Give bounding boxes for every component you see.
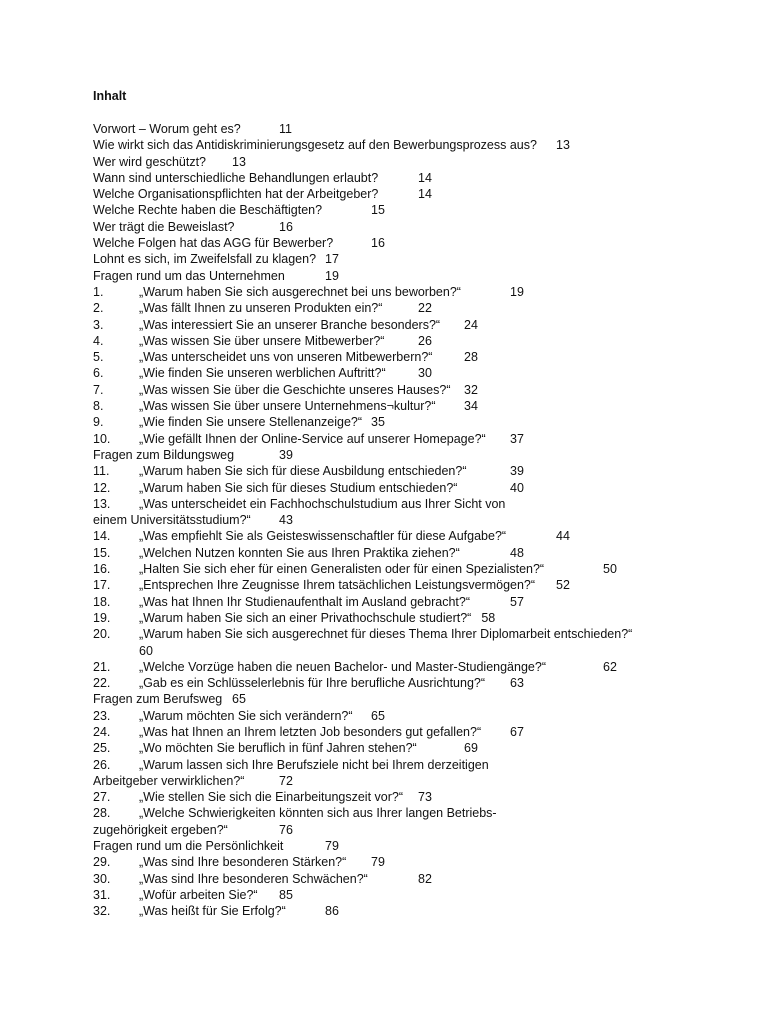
toc-entry-title: „Warum lassen sich Ihre Berufsziele nicht bei Ihrem derzeitigen [139,757,489,772]
toc-entry-title: „Was wissen Sie über die Geschichte unseres Hauses?“ [139,382,451,397]
toc-entry [93,871,753,887]
toc-entry-title: 60 [139,643,153,658]
toc-entry-title: „Was empfiehlt Sie als Geisteswissenschaftler für diese Aufgabe?“ [139,529,507,544]
toc-entry [93,414,753,430]
toc-entry-title: „Warum haben Sie sich ausgerechnet bei uns beworben?“ [139,284,461,299]
toc-entry [93,887,753,903]
toc-entry [93,251,753,267]
toc-entry-page: 11 [279,122,292,136]
toc-entry-title: „Was wissen Sie über unsere Unternehmens¬kultur?“ [139,399,436,414]
toc-entry-page: 44 [556,529,570,544]
toc-entry-title: Fragen zum Bildungsweg [93,447,235,462]
toc-entry-number: 11. [93,464,110,479]
toc-entry-title: „Was unterscheidet uns von unseren Mitbewerbern?“ [139,350,433,365]
toc-entry-page: 30 [418,366,432,381]
toc-entry [93,365,753,381]
toc-entry [93,170,753,186]
toc-entry-number: 8. [93,399,104,414]
toc-entry [93,577,753,593]
toc-entry [93,708,753,724]
toc-entry-number: 9. [93,415,104,430]
toc-entry [93,773,753,789]
toc-entry-page: 26 [418,333,432,348]
toc-entry-title: Wie wirkt sich das Antidiskriminierungsgesetz auf den Bewerbungsprozess aus? [93,138,537,153]
toc-entry-title: „Wie stellen Sie sich die Einarbeitungszeit vor?“ [139,790,404,805]
toc-entry [93,480,753,496]
toc-entry-number: 15. [93,545,111,560]
toc-entry-number: 25. [93,741,111,756]
toc-entry [93,202,753,218]
toc-entry-title: „Welche Schwierigkeiten könnten sich aus Ihrer langen Betriebs- [139,806,497,821]
toc-entry-page: 63 [510,676,524,691]
toc-entry-page: 17 [325,252,339,267]
toc-entry-number: 28. [93,806,111,821]
toc-entry-page: 13 [556,138,570,153]
toc-entry-page: 62 [603,659,617,674]
toc-entry-number: 6. [93,366,104,381]
toc-entry [93,805,753,821]
toc-entry-title: „Was wissen Sie über unsere Mitbewerber?“ [139,333,385,348]
toc-entry [93,691,753,707]
toc-entry-number: 23. [93,708,111,723]
toc-entry [93,349,753,365]
toc-entry-title: „Wofür arbeiten Sie?“ [139,887,258,902]
toc-entry-page: 65 [371,708,385,723]
toc-entry-page: 76 [279,822,293,837]
toc-entry-title: „Warum haben Sie sich für dieses Studium entschieden?“ [139,480,458,495]
toc-entry-page: 48 [510,545,524,560]
toc-entry-number: 32. [93,904,111,919]
toc-entry [93,431,753,447]
toc-entry-page: 15 [371,203,385,218]
toc-entry-page: 13 [232,154,246,169]
toc-entry-number: 27. [93,790,111,805]
toc-entry [93,398,753,414]
toc-entry-title: „Entsprechen Ihre Zeugnisse Ihrem tatsächlichen Leistungsvermögen?“ [139,578,536,593]
toc-entry-title: einem Universitätsstudium?“ [93,513,251,528]
toc-entry-page: 58 [481,610,496,625]
toc-entry-number: 5. [93,350,104,365]
toc-entry [93,545,753,561]
toc-entry-number: 22. [93,676,111,691]
toc-entry-page: 82 [418,871,432,886]
toc-entry-page: 28 [464,350,478,365]
toc-entry-page: 14 [418,170,432,185]
toc-entry-number: 18. [93,594,111,609]
toc-entry [93,447,753,463]
toc-entry-page: 79 [325,839,339,854]
toc-entry-title: „Was unterscheidet ein Fachhochschulstudium aus Ihrer Sicht von [139,496,506,511]
toc-entry-title: „Wie finden Sie unseren werblichen Auftritt?“ [139,366,386,381]
toc-entry-page: 57 [510,594,524,609]
toc-entry [93,463,753,479]
toc-entry [93,512,753,528]
toc-entry-page: 67 [510,724,524,739]
toc-entry [93,528,753,544]
toc-entry [93,382,753,398]
toc-entry-title: „Wo möchten Sie beruflich in fünf Jahren stehen?“ [139,741,417,756]
toc-entry-number: 29. [93,855,111,870]
toc-entry-page: 72 [279,773,293,788]
toc-entry-title: „Was hat Ihnen an Ihrem letzten Job besonders gut gefallen?“ [139,724,482,739]
toc-entry-page: 39 [279,447,293,462]
toc-entry-page: 69 [464,741,478,756]
toc-entry-title: Wer wird geschützt? [93,154,207,169]
toc-entry-title: Welche Rechte haben die Beschäftigten? [93,203,323,218]
toc-entry [93,903,753,919]
toc-entry-title: Fragen rund um das Unternehmen [93,268,285,283]
toc-entry-number: 19. [93,610,111,625]
toc-entry-title: „Warum haben Sie sich an einer Privathochschule studiert?“ [139,610,472,625]
toc-entry [93,496,753,512]
toc-entry-page: 24 [464,317,478,332]
toc-entry-title: Vorwort – Worum geht es? [93,122,241,136]
toc-entry-number: 3. [93,317,104,332]
toc-entry [93,235,753,251]
toc-entry-number: 17. [93,578,111,593]
toc-entry-number: 30. [93,871,111,886]
toc-entry [93,121,753,137]
toc-entry-page: 37 [510,431,524,446]
toc-entry-page: 14 [418,187,432,202]
toc-entry-page: 65 [232,692,246,707]
toc-entry-number: 10. [93,431,111,446]
toc-entry [93,724,753,740]
toc-entry [93,838,753,854]
toc-entry-page: 86 [325,904,339,919]
toc-entry-title: zugehörigkeit ergeben?“ [93,822,228,837]
toc-entry [93,594,753,610]
toc-entry-title: Welche Organisationspflichten hat der Arbeitgeber? [93,187,379,202]
toc-entry-title: Fragen zum Berufsweg [93,692,223,707]
toc-entry-page: 52 [556,578,570,593]
toc-entry [93,757,753,773]
toc-entry [93,561,753,577]
toc-entry-number: 13. [93,496,111,511]
toc-entry-number: 31. [93,887,111,902]
toc-entry-page: 34 [464,399,478,414]
toc-entry-number: 2. [93,301,104,316]
toc-entry [93,675,753,691]
toc-entry [93,317,753,333]
toc-entry-title: „Was sind Ihre besonderen Schwächen?“ [139,871,368,886]
toc-entry [93,789,753,805]
toc-entry-title: Lohnt es sich, im Zweifelsfall zu klagen? [93,252,317,267]
toc-entry [93,643,753,659]
toc-entry-title: Arbeitgeber verwirklichen?“ [93,773,245,788]
toc-entry [93,822,753,838]
toc-entry-number: 21. [93,659,111,674]
toc-entry [93,333,753,349]
toc-entry-title: „Welche Vorzüge haben die neuen Bachelor- und Master-Studiengänge?“ [139,659,546,674]
toc-entry-page: 19 [325,268,339,283]
toc-entry-page: 32 [464,382,478,397]
toc-entry-title: „Wie gefällt Ihnen der Online-Service auf unserer Homepage?“ [139,431,486,446]
toc-entry-title: „Wie finden Sie unsere Stellenanzeige?“ [139,415,363,430]
table-of-contents [93,121,753,920]
toc-entry-page: 19 [510,284,524,299]
toc-entry-title: „Was hat Ihnen Ihr Studienaufenthalt im Ausland gebracht?“ [139,594,470,609]
toc-entry-number: 4. [93,333,104,348]
toc-entry-title: „Gab es ein Schlüsselerlebnis für Ihre berufliche Ausrichtung?“ [139,676,486,691]
toc-entry-title: „Welchen Nutzen konnten Sie aus Ihren Praktika ziehen?“ [139,545,460,560]
toc-entry [93,610,753,626]
toc-entry-number: 12. [93,480,111,495]
toc-entry [93,186,753,202]
toc-entry-title: „Halten Sie sich eher für einen Generalisten oder für einen Spezialisten?“ [139,562,545,577]
toc-entry [93,300,753,316]
toc-entry [93,268,753,284]
toc-entry-page: 39 [510,464,524,479]
toc-entry-page: 35 [371,415,385,430]
toc-entry-title: „Was heißt für Sie Erfolg?“ [139,904,286,919]
toc-entry-title: Welche Folgen hat das AGG für Bewerber? [93,236,334,251]
toc-entry-number: 20. [93,627,111,642]
toc-entry-page: 43 [279,513,293,528]
toc-entry-page: 16 [371,236,385,251]
toc-entry-title: „Was sind Ihre besonderen Stärken?“ [139,855,347,870]
toc-entry-number: 26. [93,757,111,772]
toc-entry-title: „Was fällt Ihnen zu unseren Produkten ein?“ [139,301,383,316]
toc-entry [93,659,753,675]
toc-entry-page: 40 [510,480,524,495]
toc-entry-title: Wann sind unterschiedliche Behandlungen erlaubt? [93,170,379,185]
toc-entry [93,284,753,300]
toc-entry-number: 24. [93,724,111,739]
toc-entry-number: 16. [93,562,111,577]
toc-entry [93,626,753,642]
toc-entry-page: 22 [418,301,432,316]
toc-entry [93,137,753,153]
toc-entry-page: 85 [279,887,293,902]
toc-entry-page: 16 [279,219,293,234]
toc-entry-number: 14. [93,529,111,544]
toc-entry-number: 1. [93,284,104,299]
toc-entry-number: 7. [93,382,104,397]
toc-entry-title: „Warum haben Sie sich für diese Ausbildung entschieden?“ [139,464,467,479]
toc-entry-title: Wer trägt die Beweislast? [93,219,235,234]
toc-entry-title: „Warum haben Sie sich ausgerechnet für dieses Thema Ihrer Diplomarbeit entschieden?“ [139,627,633,642]
toc-entry [93,854,753,870]
toc-entry-page: 79 [371,855,385,870]
toc-entry-title: Fragen rund um die Persönlichkeit [93,839,284,854]
toc-entry [93,740,753,756]
toc-entry [93,154,753,170]
toc-entry-title: „Was interessiert Sie an unserer Branche besonders?“ [139,317,441,332]
toc-entry [93,219,753,235]
toc-entry-title: „Warum möchten Sie sich verändern?“ [139,708,353,723]
toc-heading: Inhalt [93,89,127,103]
toc-entry-page: 50 [603,562,617,577]
toc-entry-page: 73 [418,790,432,805]
